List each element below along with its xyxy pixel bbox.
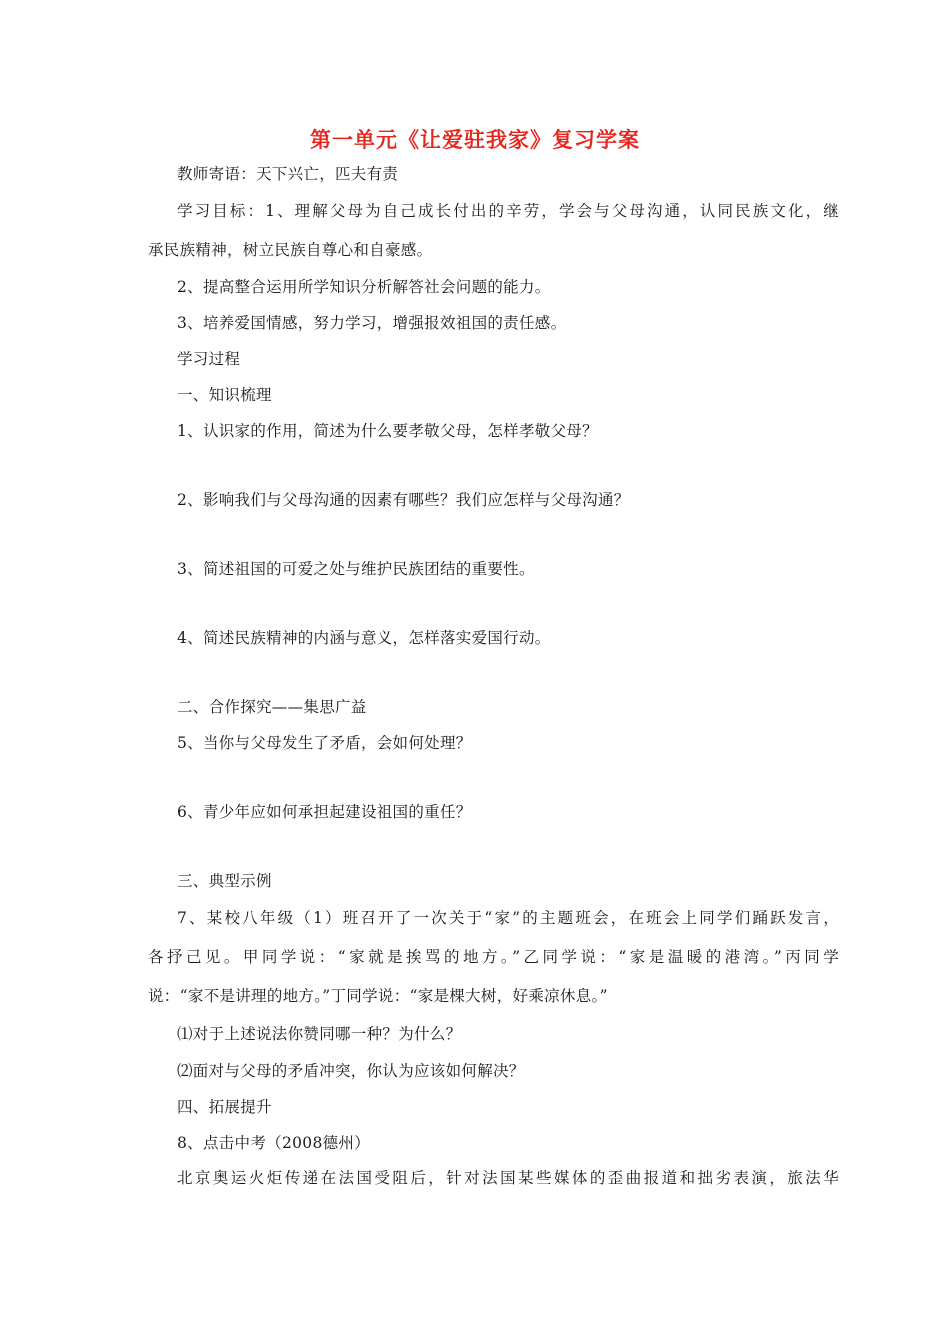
question-7-sub-1: ⑴对于上述说法你赞同哪一种？为什么？ [177, 1025, 462, 1043]
question-7-cont-2: 说：“家不是讲理的地方。”丁同学说：“家是棵大树，好乘凉休息。” [148, 987, 608, 1005]
section-heading-3: 三、典型示例 [177, 872, 272, 890]
section-heading-1: 一、知识梳理 [177, 386, 272, 404]
document-title: 第一单元《让爱驻我家》复习学案 [310, 128, 640, 152]
question-3: 3、简述祖国的可爱之处与维护民族团结的重要性。 [177, 560, 535, 578]
question-6: 6、青少年应如何承担起建设祖国的重任？ [177, 803, 472, 821]
question-4: 4、简述民族精神的内涵与意义，怎样落实爱国行动。 [177, 629, 551, 647]
question-2: 2、影响我们与父母沟通的因素有哪些？我们应怎样与父母沟通？ [177, 491, 630, 509]
section-heading-4: 四、拓展提升 [177, 1098, 272, 1116]
question-8-text: 北京奥运火炬传递在法国受阻后，针对法国某些媒体的歪曲报道和拙劣表演，旅法华 [177, 1169, 839, 1187]
section-heading-2: 二、合作探究——集思广益 [177, 698, 367, 716]
question-7-sub-2: ⑵面对与父母的矛盾冲突，你认为应该如何解决？ [177, 1062, 525, 1080]
learning-goal-3: 3、培养爱国情感，努力学习，增强报效祖国的责任感。 [177, 314, 567, 332]
question-1: 1、认识家的作用，简述为什么要孝敬父母，怎样孝敬父母？ [177, 422, 598, 440]
section-process: 学习过程 [177, 350, 241, 368]
learning-goal-2: 2、提高整合运用所学知识分析解答社会问题的能力。 [177, 278, 551, 296]
question-5: 5、当你与父母发生了矛盾，会如何处理？ [177, 734, 472, 752]
learning-goal-1-cont: 承民族精神，树立民族自尊心和自豪感。 [148, 241, 433, 259]
learning-goal-1: 学习目标：1、理解父母为自己成长付出的辛劳，学会与父母沟通，认同民族文化，继 [177, 202, 839, 220]
question-7: 7、某校八年级（1）班召开了一次关于“家”的主题班会，在班会上同学们踊跃发言， [177, 909, 839, 927]
teacher-message: 教师寄语：天下兴亡，匹夫有责 [177, 165, 399, 183]
question-8: 8、点击中考（2008德州） [177, 1134, 371, 1152]
question-7-cont-1: 各抒己见。甲同学说：“家就是挨骂的地方。”乙同学说：“家是温暖的港湾。”丙同学 [148, 948, 839, 966]
